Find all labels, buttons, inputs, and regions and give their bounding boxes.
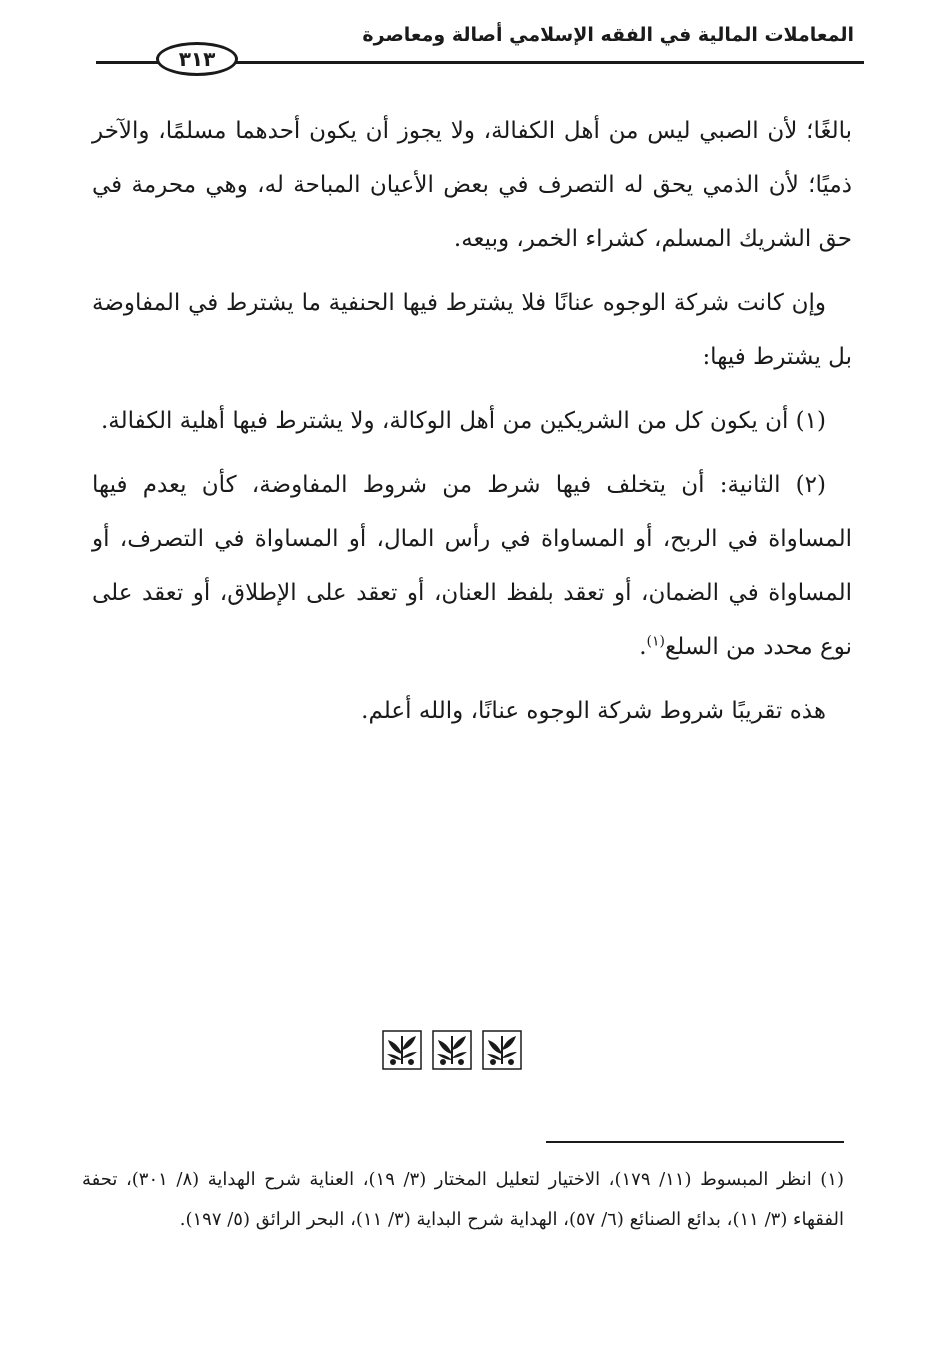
- floral-ornament-icon: [432, 1030, 472, 1070]
- paragraph-2: وإن كانت شركة الوجوه عنانًا فلا يشترط فيها الحنفية ما يشترط في المفاوضة بل يشترط فيها:: [92, 290, 852, 370]
- paragraph-4-tail: .: [639, 634, 647, 660]
- footnote-separator: [546, 1141, 844, 1143]
- paragraph-1: بالغًا؛ لأن الصبي ليس من أهل الكفالة، ولا يجوز أن يكون أحدهما مسلمًا، والآخر ذميًا؛ لأن الذمي يحق له التصرف في بعض الأعيان المباحة له، وهي محرمة في حق الشريك المسلم، كشراء الخمر، وبيعه.: [92, 118, 852, 252]
- paragraph-4-text: (٢) الثانية: أن يتخلف فيها شرط من شروط المفاوضة، كأن يعدم فيها المساواة في الربح، أو المساواة في رأس المال، أو المساواة في التصرف، أو المساواة في الضمان، أو تعقد بلفظ العنان، أو تعقد على الإطلاق، أو تعقد على نوع محدد من السلع: [92, 472, 852, 660]
- footnote-reference[interactable]: (١): [646, 633, 665, 650]
- section-end-ornament: [382, 1030, 522, 1070]
- page-number: ٣١٣: [178, 47, 216, 71]
- footnotes: [82, 1160, 844, 1240]
- floral-ornament-icon: [382, 1030, 422, 1070]
- page-number-badge: [156, 42, 238, 76]
- paragraph-4: [92, 458, 852, 674]
- main-text: [92, 104, 852, 748]
- floral-ornament-icon: [482, 1030, 522, 1070]
- footnote-1: (١) انظر المبسوط (١١/ ١٧٩)، الاختيار لتعليل المختار (٣/ ١٩)، العناية شرح الهداية (٨/ ٣٠١)، تحفة الفقهاء (٣/ ١١)، بدائع الصنائع (٦/ ٥٧)، الهداية شرح البداية (٣/ ١١)، البحر الرائق (٥/ ١٩٧).: [82, 1169, 844, 1230]
- running-title: المعاملات المالية في الفقه الإسلامي أصالة ومعاصرة: [362, 24, 854, 46]
- paragraph-3: (١) أن يكون كل من الشريكين من أهل الوكالة، ولا يشترط فيها أهلية الكفالة.: [100, 408, 826, 434]
- paragraph-5: هذه تقريبًا شروط شركة الوجوه عنانًا، والله أعلم.: [361, 698, 826, 724]
